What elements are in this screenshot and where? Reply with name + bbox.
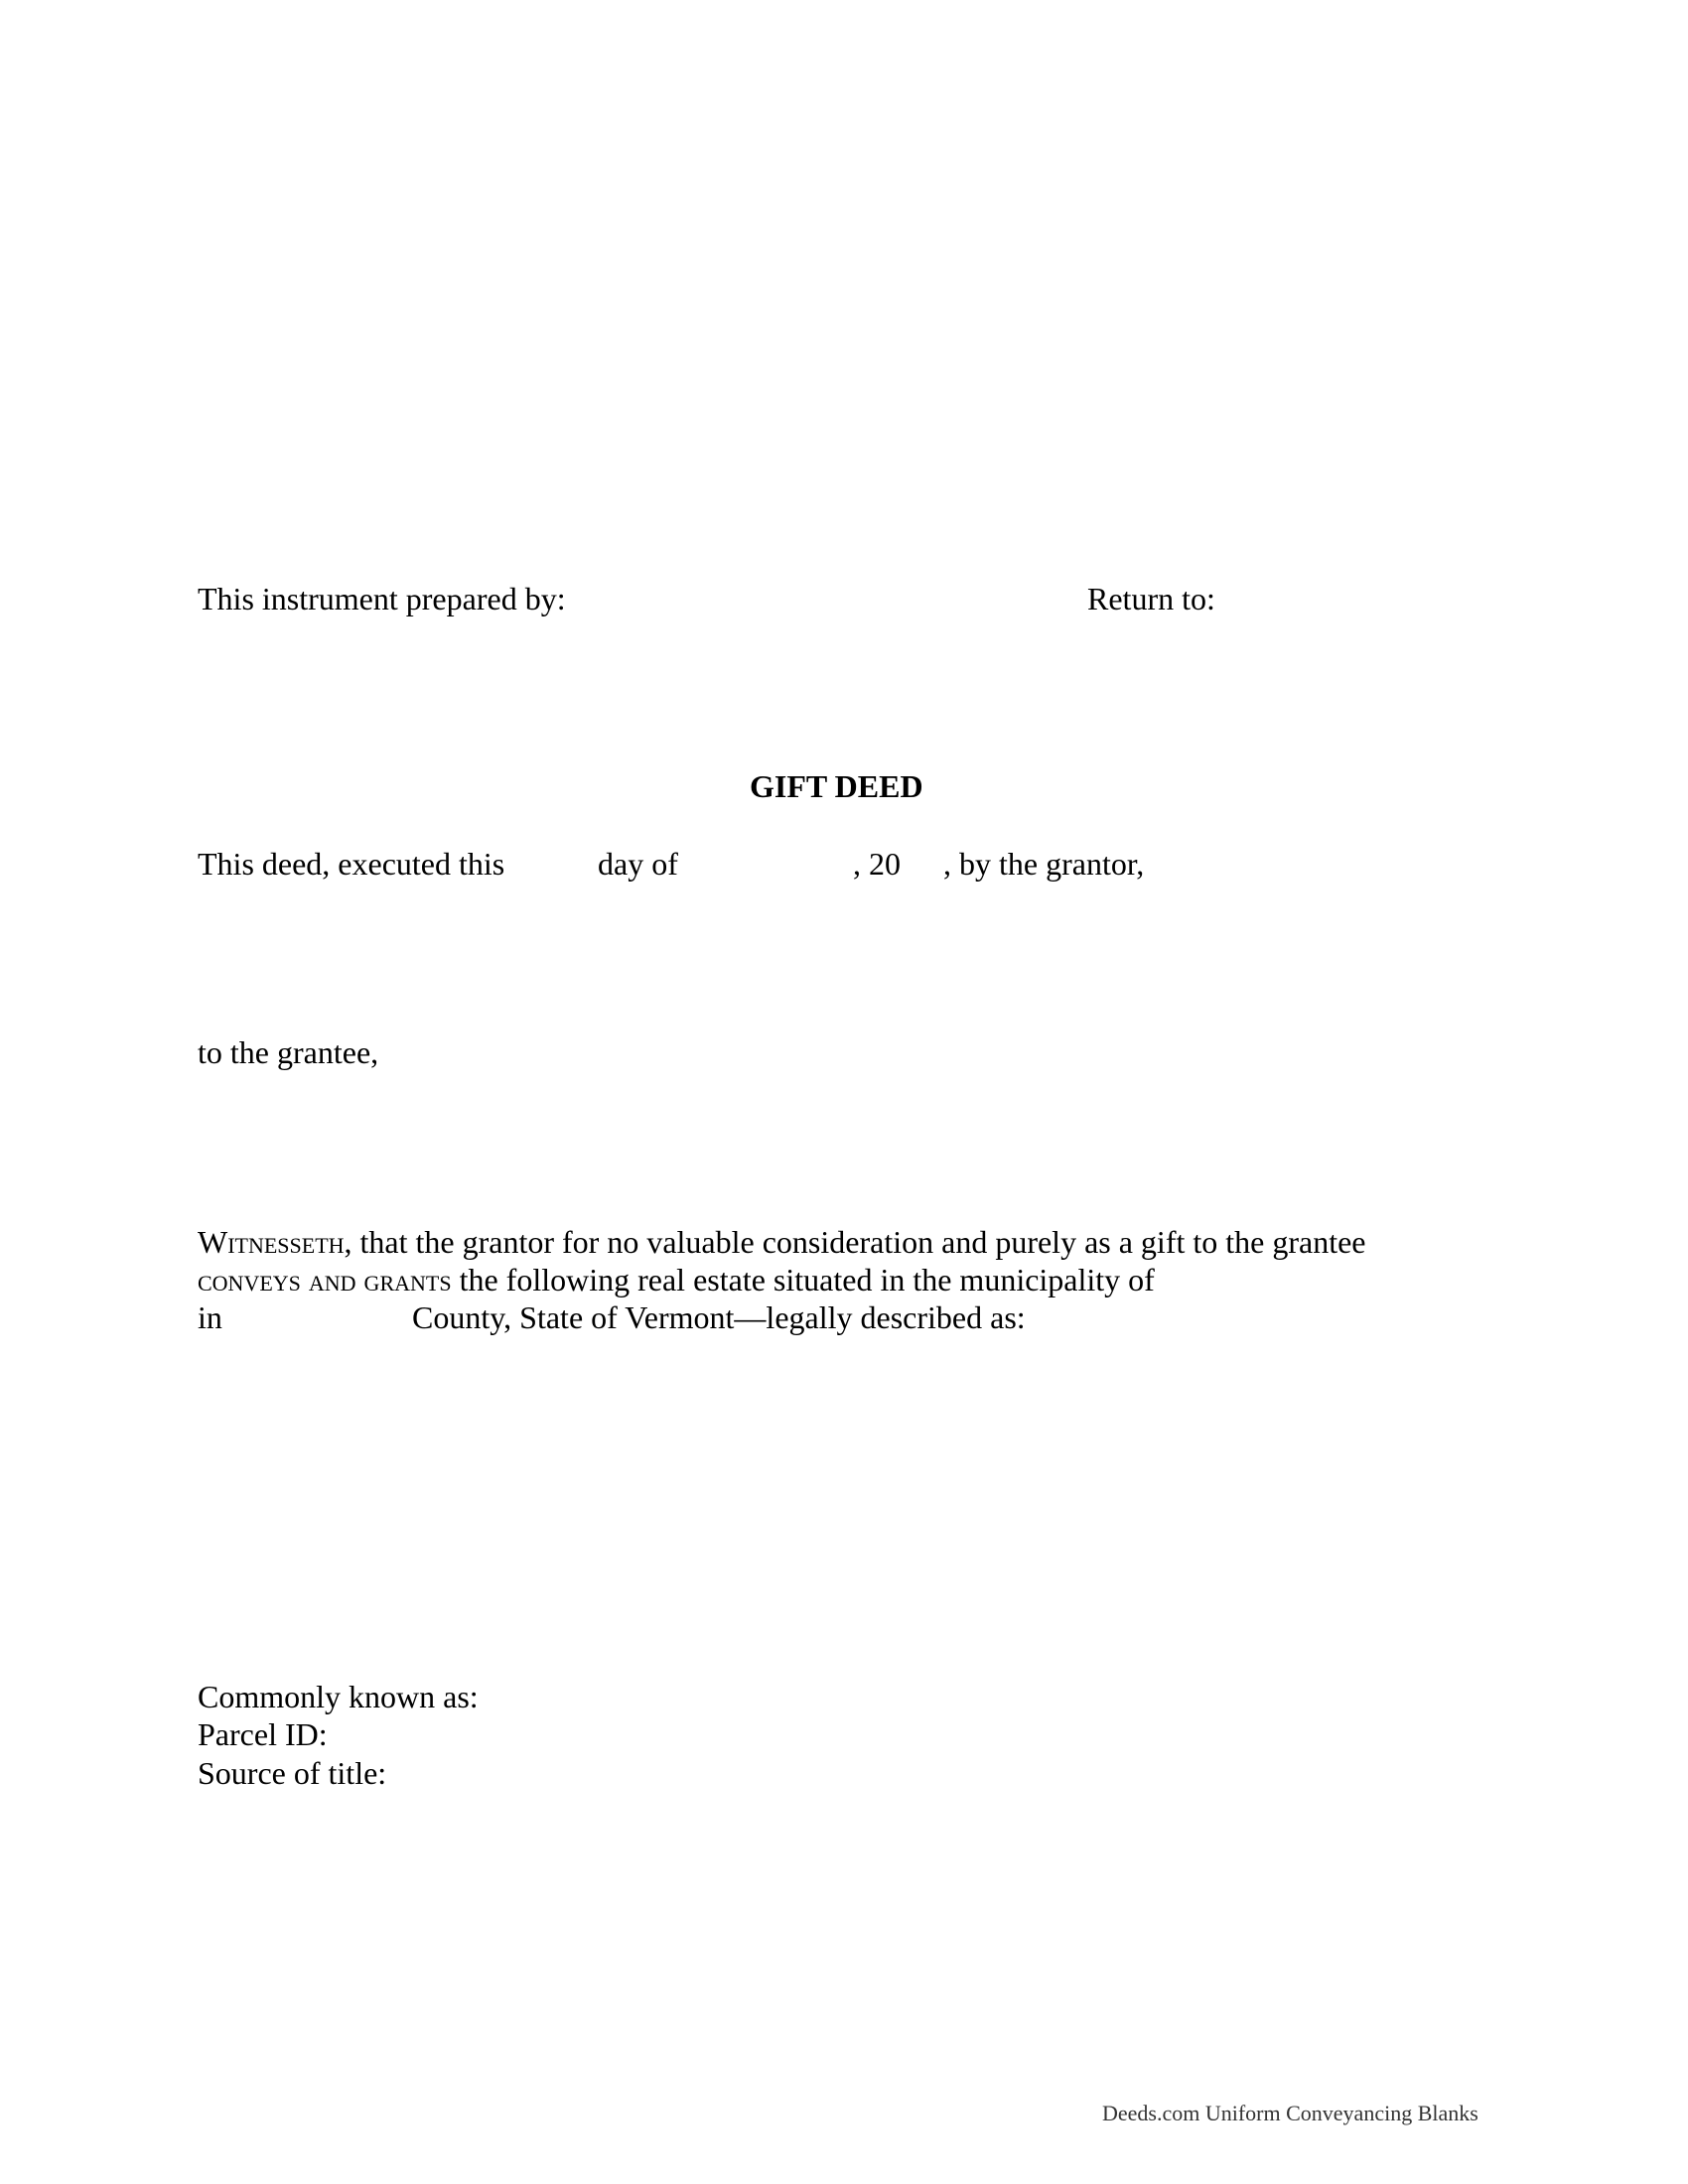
county-text: County, State of Vermont—legally described as: bbox=[412, 1299, 1026, 1335]
conveys-word: conveys and grants bbox=[198, 1262, 452, 1297]
prepared-by-label: This instrument prepared by: bbox=[198, 581, 566, 616]
commonly-known-label: Commonly known as: bbox=[198, 1679, 479, 1714]
source-of-title-label: Source of title: bbox=[198, 1755, 387, 1791]
parcel-id-label: Parcel ID: bbox=[198, 1716, 328, 1752]
footer-text: Deeds.com Uniform Conveyancing Blanks bbox=[1102, 2101, 1478, 2125]
witnesseth-line bbox=[198, 1223, 1366, 1261]
in-word: in bbox=[198, 1299, 222, 1335]
executed-prefix: This deed, executed this bbox=[198, 846, 505, 882]
return-to-label: Return to: bbox=[1087, 581, 1215, 616]
witnesseth-word: Witnesseth, bbox=[198, 1224, 352, 1260]
witnesseth-text: that the grantor for no valuable consideration and purely as a gift to the grantee bbox=[359, 1224, 1366, 1260]
by-grantor-text: , by the grantor, bbox=[943, 846, 1145, 882]
to-grantee-text: to the grantee, bbox=[198, 1034, 379, 1070]
conveys-line bbox=[198, 1261, 1155, 1298]
document-title: GIFT DEED bbox=[750, 768, 923, 804]
day-of-text: day of bbox=[598, 846, 678, 882]
year-prefix: , 20 bbox=[853, 846, 901, 882]
conveys-text: the following real estate situated in the municipality of bbox=[459, 1262, 1155, 1297]
